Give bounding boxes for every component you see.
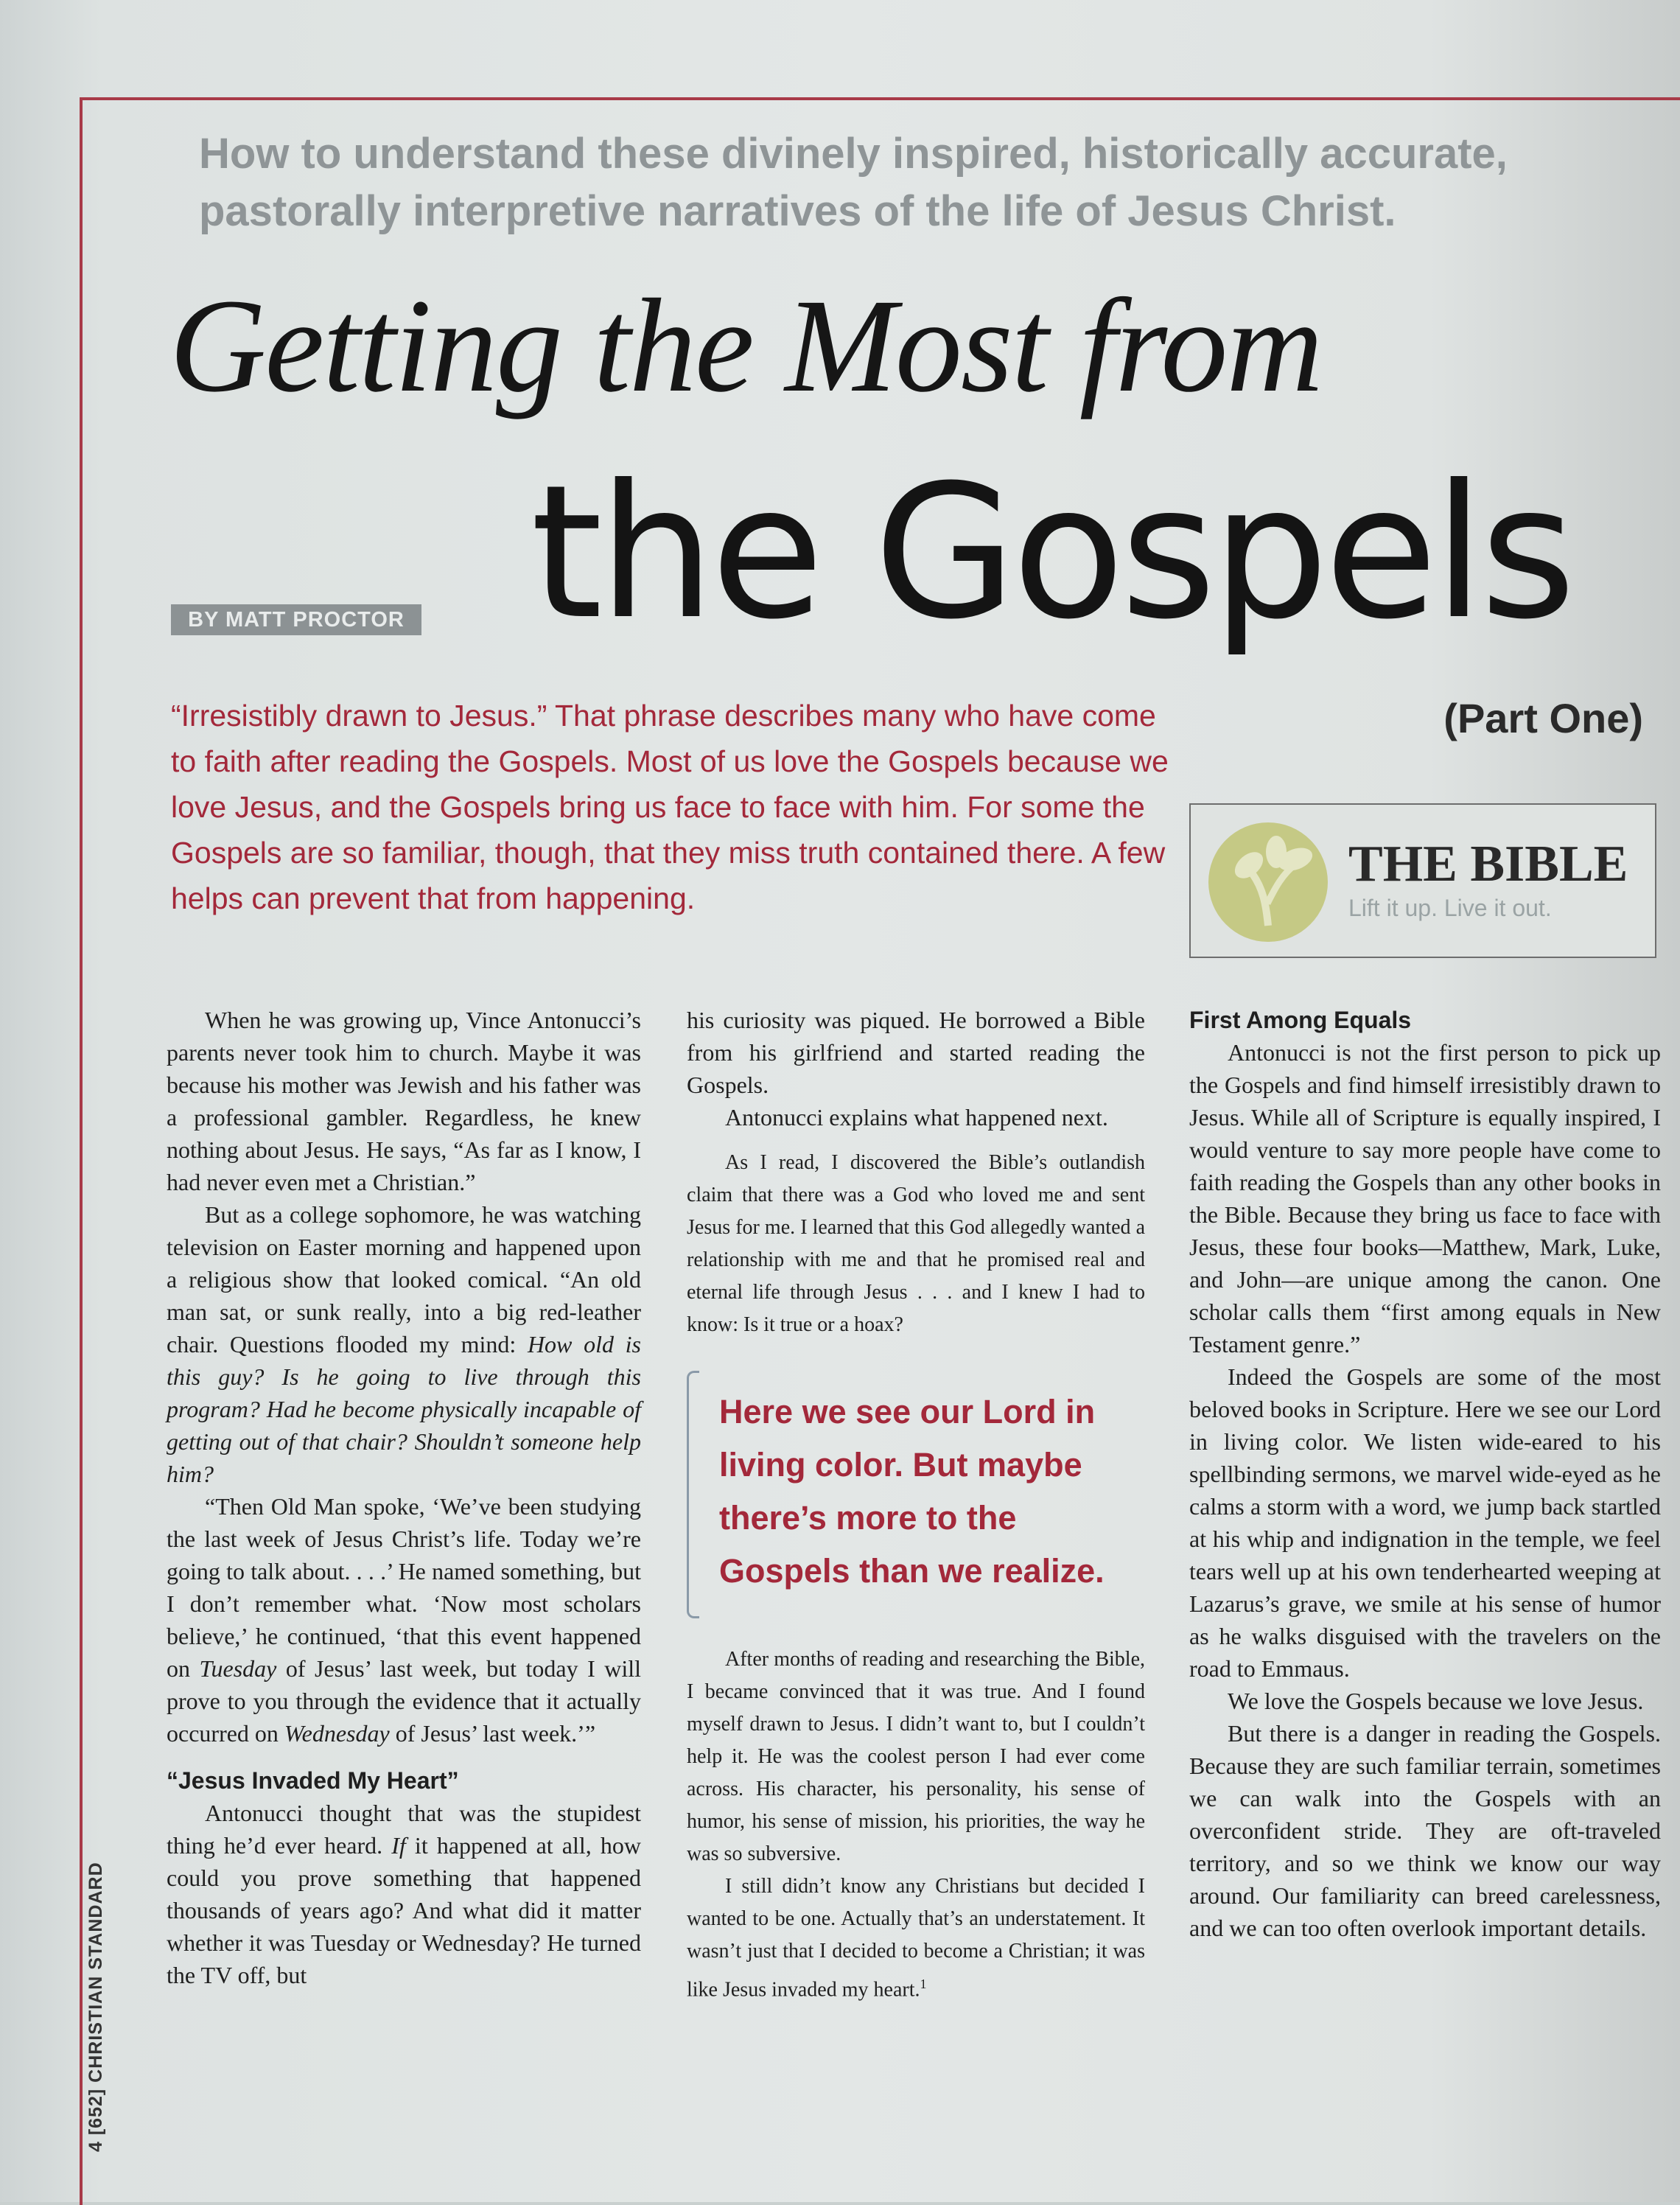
article-deck: How to understand these divinely inspired, historically accurate, pastorally interpretive narratives of the life of Jesus Christ. (199, 130, 1508, 235)
block-quote (687, 1643, 1145, 2006)
paragraph: “Then Old Man spoke, ‘We’ve been studying the last week of Jesus Christ’s life. Today we’re going to talk about. . . .’ He named something, but I don’t remember what. ‘Now most scholars believe,’ he continued, ‘that this event happened on Tuesday of Jesus’ last week, but today I will prove to you through the evidence that it actually occurred on Wednesday of Jesus’ last week.’” (167, 1493, 642, 1747)
logo-tagline: Lift it up. Live it out. (1348, 895, 1552, 921)
body-column-1 (167, 1004, 641, 1991)
quote-paragraph: I still didn’t know any Christians but decided I wanted to be one. Actually that’s an understatement. It wasn’t just that I decided to become a Christian; it was like Jesus invaded my heart.$^1$ (687, 1875, 1145, 2002)
section-heading: “Jesus Invaded My Heart” (167, 1767, 459, 1794)
footnote-marker: 1 (920, 1977, 927, 1991)
paragraph: Antonucci is not the first person to pick up the Gospels and find himself irresistibly drawn to Jesus. While all of Scripture is equally inspired, I would venture to say more people have come to faith reading the Gospels than any other books in the Bible. Because they bring us face to face with Jesus, these four books—Matthew, Mark, Luke, and John—are unique among the canon. One scholar calls them “first among equals in New Testament genre.” (1189, 1039, 1661, 1357)
section-heading: First Among Equals (1189, 1007, 1412, 1033)
paragraph: We love the Gospels because we love Jesus. (1228, 1688, 1644, 1714)
pull-quote-bracket (687, 1371, 699, 1618)
part-label: (Part One) (1443, 695, 1643, 741)
paragraph: Antonucci thought that was the stupidest thing he’d ever heard. If it happened at all, how could you prove something that happened thousands of years ago? And what did it matter whether it was Tuesday or Wednesday? He turned the TV off, but (167, 1800, 642, 1988)
block-quote (687, 1147, 1145, 1341)
paragraph: But there is a danger in reading the Gospels. Because they are such familiar terrain, sometimes we can walk into the Gospels with an overconfident stride. They are oft-traveled territory, and so we think we know our way around. Our familiarity can breed carelessness, and we can too often overlook important details. (1189, 1720, 1661, 1941)
paragraph: Indeed the Gospels are some of the most beloved books in Scripture. Here we see our Lord in living color. We listen wide-eared to his spellbinding sermons, we marvel wide-eyed as he calms a storm with a word, we jump back startled at his whip and indignation in the temple, we feel tears well up at his own tenderhearted weeping at Lazarus’s grave, we smile at his sense of humor as he walks disguised with the travelers on the road to Emmaus. (1189, 1363, 1661, 1682)
article-title-main: the Gospels (531, 445, 1572, 660)
page-folio: 4 [652] CHRISTIAN STANDARD (85, 1862, 106, 2152)
paragraph: When he was growing up, Vince Antonucci’s parents never took him to church. Maybe it was because his mother was Jewish and his father was a professional gambler. Regardless, he knew nothing about Jesus. He says, “As far as I know, I had never even met a Christian.” (167, 1007, 641, 1195)
pull-quote-text: Here we see our Lord in living color. But maybe there’s more to the Gospels than we realize. (719, 1393, 1105, 1590)
paragraph: his curiosity was piqued. He borrowed a Bible from his girlfriend and started reading the Gospels. (687, 1007, 1145, 1098)
quote-paragraph: As I read, I discovered the Bible’s outlandish claim that there was a God who loved me and sent Jesus for me. I learned that this God allegedly wanted a relationship with me and that he promised real and eternal life through Jesus . . . and I knew I had to know: Is it true or a hoax? (687, 1151, 1145, 1336)
intro-paragraph: “Irresistibly drawn to Jesus.” That phrase describes many who have come to faith after reading the Gospels. Most of us love the Gospels because we love Jesus, and the Gospels bring us face to face with him. For some the Gospels are so familiar, though, that they miss truth contained there. A few helps can prevent that from happening. (171, 699, 1169, 915)
body-column-2 (687, 1004, 1145, 2025)
quote-paragraph: After months of reading and researching the Bible, I became convinced that it was true. And I found myself drawn to Jesus. I didn’t want to, but I couldn’t help it. He was the coolest person I had ever come across. His character, his personality, his sense of humor, his sense of mission, his priorities, the way he was so subversive. (687, 1648, 1145, 1865)
byline: BY MATT PROCTOR (171, 604, 421, 635)
pull-quote (687, 1371, 1145, 1614)
paragraph: Antonucci explains what happened next. (725, 1104, 1108, 1131)
logo-title: THE BIBLE (1348, 836, 1628, 892)
paragraph: But as a college sophomore, he was watching television on Easter morning and happened upon a religious show that looked comical. “An old man sat, or sunk really, into a big red-leather chair. Questions flooded my mind: How old is this guy? Is he going to live through this program? Had he become physically incapable of getting out of that chair? Shouldn’t someone help him? (167, 1201, 641, 1487)
the-bible-logo (1189, 803, 1656, 958)
tree-icon (1208, 822, 1328, 942)
body-column-3 (1189, 1004, 1661, 1944)
article-title-script: Getting the Most from (169, 272, 1322, 420)
